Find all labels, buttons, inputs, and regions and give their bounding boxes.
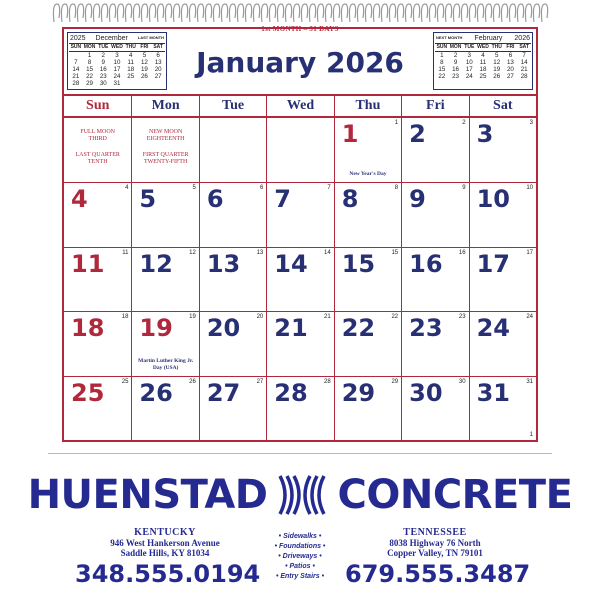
- day-number-small: 31: [526, 378, 533, 385]
- day-cell: [334, 376, 401, 440]
- spiral-loop: [541, 4, 547, 22]
- location-address-line1: 946 West Hankerson Avenue: [110, 538, 220, 548]
- day-number-small: 27: [256, 378, 264, 385]
- day-cell: [469, 311, 536, 375]
- spiral-loop: [301, 4, 307, 22]
- mini-day: 12: [493, 59, 501, 66]
- weekday-thu: Thu: [334, 96, 401, 116]
- spiral-loop: [157, 4, 163, 22]
- mini-day-name: TUE: [98, 44, 109, 50]
- mini-day-name: WED: [111, 44, 123, 50]
- month-caption: 1st MONTH – 31 DAYS: [261, 25, 339, 33]
- day-cell: [131, 118, 198, 182]
- day-number-small: 13: [256, 249, 264, 256]
- spiral-loop: [317, 4, 323, 22]
- spiral-loop: [501, 4, 507, 22]
- mini-day: 16: [452, 66, 459, 73]
- day-number: 16: [409, 249, 443, 278]
- day-number-small: 18: [121, 314, 129, 321]
- mini-day: 24: [465, 73, 473, 80]
- spiral-loop: [389, 4, 395, 22]
- spiral-loop: [69, 4, 75, 22]
- spiral-loop: [93, 4, 99, 22]
- location-address-line2: Copper Valley, TN 79101: [387, 548, 483, 558]
- day-number-small: 17: [526, 249, 533, 256]
- day-number-small: 28: [324, 378, 331, 385]
- mini-next-year: 2026: [514, 34, 530, 42]
- mini-day: 27: [506, 73, 514, 80]
- calendar-page: [62, 27, 538, 442]
- service-item: • Sidewalks •: [278, 533, 322, 540]
- day-number: 15: [341, 249, 376, 278]
- spiral-loop: [269, 4, 275, 22]
- mini-day: 23: [99, 73, 107, 80]
- day-number: 4: [71, 185, 88, 214]
- day-cell: [64, 182, 131, 246]
- day-number-small: 6: [259, 185, 264, 192]
- day-number-small: 24: [526, 314, 533, 321]
- day-number-small: 19: [189, 314, 196, 321]
- mini-day: 15: [438, 66, 446, 73]
- phone-number: 348.555.0194: [75, 560, 261, 588]
- mini-day: 5: [494, 52, 499, 59]
- spiral-loop: [421, 4, 427, 22]
- day-number-small: 12: [189, 249, 196, 256]
- day-grid: [64, 118, 536, 440]
- spiral-loop: [493, 4, 499, 22]
- day-number: 12: [139, 249, 173, 278]
- spiral-loop: [229, 4, 235, 22]
- day-number: 2: [409, 120, 426, 148]
- spiral-loop: [469, 4, 475, 22]
- spiral-loop: [141, 4, 147, 22]
- spiral-loop: [333, 4, 339, 22]
- mini-day: 8: [440, 59, 444, 66]
- phone-number: 679.555.3487: [345, 560, 531, 588]
- mini-day: 9: [453, 59, 458, 66]
- day-cell: [199, 376, 266, 440]
- day-number: 13: [206, 249, 241, 278]
- mini-day-name: MON: [449, 44, 462, 50]
- spiral-loop: [85, 4, 91, 22]
- weekday-sat: Sat: [469, 96, 536, 116]
- mini-prev-month: December: [95, 34, 128, 42]
- day-number-small: 15: [391, 249, 399, 256]
- holiday-note: Martin Luther King Jr. Day (USA): [138, 357, 194, 371]
- day-number: 3: [476, 120, 494, 148]
- mini-day: 10: [113, 59, 121, 66]
- mini-day: 2: [101, 52, 105, 59]
- mini-day: 24: [113, 73, 121, 80]
- spiral-loop: [533, 4, 539, 22]
- mini-day: 21: [520, 66, 528, 73]
- mini-day: 8: [87, 59, 92, 66]
- location-state: TENNESSEE: [403, 527, 467, 538]
- spiral-loop: [309, 4, 315, 22]
- day-number-small: 10: [526, 185, 533, 192]
- day-number: 10: [476, 185, 510, 214]
- day-cell: [469, 182, 536, 246]
- day-number-small: 23: [458, 314, 466, 321]
- mini-day-name: THU: [125, 44, 136, 50]
- mini-day: 26: [140, 73, 148, 80]
- spiral-loop: [365, 4, 371, 22]
- mini-day-name: WED: [477, 44, 489, 50]
- moon-phase-note: NEW MOON EIGHTEENTH: [146, 129, 185, 142]
- day-number: 26: [139, 378, 173, 407]
- day-cell: [401, 247, 468, 311]
- spiral-loop: [197, 4, 203, 22]
- day-number-small: 26: [189, 378, 196, 385]
- spiral-loop: [373, 4, 379, 22]
- day-cell: [266, 118, 333, 182]
- holiday-note: New Year's Day: [349, 171, 387, 178]
- day-cell: [401, 376, 468, 440]
- day-cell: [334, 182, 401, 246]
- mini-day: 28: [520, 73, 528, 80]
- mini-day: 6: [508, 52, 513, 59]
- advertiser-name-right: CONCRETE: [337, 472, 573, 518]
- spiral-loop: [277, 4, 283, 22]
- weekday-mon: Mon: [131, 96, 198, 116]
- mini-day-name: SUN: [70, 44, 82, 50]
- spiral-binding: [50, 0, 550, 24]
- day-number: 24: [476, 314, 510, 343]
- day-number-small: 20: [256, 314, 264, 321]
- location-kentucky: [75, 527, 261, 588]
- weekday-header-row: [64, 94, 536, 118]
- mini-day-name: SAT: [151, 43, 165, 52]
- mini-day: 20: [154, 66, 162, 73]
- services-list: [255, 532, 345, 582]
- mini-day: 7: [522, 52, 526, 59]
- spiral-loop: [261, 4, 267, 22]
- day-cell: [334, 311, 401, 375]
- spiral-loop: [477, 4, 483, 22]
- day-number: 20: [206, 314, 241, 343]
- day-number-small: 21: [324, 314, 331, 321]
- mini-day: [138, 80, 152, 87]
- spiral-loop: [445, 4, 451, 22]
- day-number: 30: [409, 378, 443, 407]
- spiral-loop: [293, 4, 299, 22]
- day-cell: [199, 247, 266, 311]
- weekday-sun: Sun: [86, 98, 110, 113]
- mini-day: 20: [506, 66, 514, 73]
- spiral-loop: [357, 4, 363, 22]
- mini-day-name: SUN: [436, 44, 448, 50]
- spiral-loop: [429, 4, 435, 22]
- mini-day: 14: [520, 59, 528, 66]
- moon-phase-note: FIRST QUARTER TWENTY-FIFTH: [142, 152, 189, 165]
- spiral-loop: [205, 4, 211, 22]
- day-cell: [401, 118, 468, 182]
- mini-day: 14: [72, 66, 80, 73]
- day-cell: [199, 182, 266, 246]
- day-number-small: 29: [391, 378, 399, 385]
- day-number-small: 3: [529, 120, 533, 126]
- day-number: 11: [71, 249, 105, 278]
- day-number-small: 1: [394, 120, 399, 126]
- day-cell: [199, 118, 266, 182]
- day-number-small: 30: [458, 378, 466, 385]
- spiral-loop: [517, 4, 523, 22]
- mini-day: 23: [452, 73, 459, 80]
- moon-phase-note: FULL MOON THIRD: [80, 129, 116, 142]
- spiral-loop: [397, 4, 403, 22]
- day-number-small: 4: [125, 185, 129, 192]
- mini-day: 29: [86, 80, 93, 87]
- day-number: 27: [206, 378, 241, 407]
- spiral-loop: [109, 4, 115, 22]
- spiral-loop: [149, 4, 155, 22]
- day-number-small: 8: [394, 185, 399, 192]
- mini-day: 3: [467, 52, 471, 59]
- mini-day: 17: [113, 66, 121, 73]
- mini-day: 2: [453, 52, 458, 59]
- day-cell: [64, 311, 131, 375]
- day-cell: [131, 182, 198, 246]
- mini-day: 16: [99, 66, 107, 73]
- concentric-arcs-logo-icon: [277, 474, 327, 516]
- location-tennessee: [345, 527, 531, 588]
- day-number: 5: [139, 185, 157, 214]
- mini-day-name: FRI: [138, 43, 152, 52]
- day-cell: [131, 311, 198, 375]
- day-cell: [266, 311, 333, 375]
- spiral-loop: [509, 4, 515, 22]
- spiral-loop: [349, 4, 355, 22]
- day-number: 9: [409, 185, 426, 214]
- day-number-small: 11: [122, 249, 129, 256]
- location-address-line1: 8038 Highway 76 North: [389, 538, 481, 548]
- spiral-loop: [53, 4, 59, 22]
- mini-day: 11: [479, 59, 487, 66]
- mini-day: 31: [113, 80, 121, 87]
- mini-day: 19: [140, 66, 148, 73]
- service-item: • Foundations •: [274, 543, 326, 550]
- day-number: 6: [206, 185, 224, 214]
- day-cell: [401, 311, 468, 375]
- mini-day: 12: [140, 59, 148, 66]
- service-item: • Patios •: [285, 563, 315, 570]
- mini-day: [151, 80, 165, 87]
- day-number: 1: [341, 120, 359, 148]
- spiral-loop: [253, 4, 259, 22]
- mini-day: 4: [481, 52, 485, 59]
- mini-day: 25: [127, 73, 135, 80]
- mini-day: 26: [493, 73, 501, 80]
- spiral-loop: [213, 4, 219, 22]
- spiral-loop: [341, 4, 347, 22]
- day-cell: [131, 247, 198, 311]
- day-number-small: 5: [192, 185, 196, 192]
- mini-day-name: SAT: [517, 43, 531, 52]
- spiral-loop: [413, 4, 419, 22]
- mini-day: 5: [142, 52, 147, 59]
- spiral-loop: [125, 4, 131, 22]
- day-cell: [199, 311, 266, 375]
- spiral-loop: [437, 4, 443, 22]
- mini-day: 28: [72, 80, 80, 87]
- day-number-small: 2: [462, 120, 466, 126]
- spiral-loop: [165, 4, 171, 22]
- weekday-tue: Tue: [199, 96, 266, 116]
- spiral-loop: [461, 4, 467, 22]
- day-cell: [131, 376, 198, 440]
- mini-day: 25: [479, 73, 487, 80]
- mini-next-tag: NEXT MONTH: [436, 35, 463, 40]
- mini-day: 22: [438, 73, 446, 80]
- mini-day: 9: [101, 59, 105, 66]
- spiral-loop: [525, 4, 531, 22]
- day-cell: [401, 182, 468, 246]
- mini-day: 18: [127, 66, 135, 73]
- spiral-loop: [245, 4, 251, 22]
- spiral-loop: [285, 4, 291, 22]
- day-cell: [266, 247, 333, 311]
- mini-day: 27: [154, 73, 162, 80]
- day-cell: [469, 118, 536, 182]
- advertiser-name: [0, 472, 600, 518]
- spiral-loop: [117, 4, 123, 22]
- location-address-line2: Saddle Hills, KY 81034: [120, 548, 210, 558]
- spiral-loop: [181, 4, 187, 22]
- mini-day: 21: [72, 73, 80, 80]
- spiral-loop: [453, 4, 459, 22]
- day-number: 8: [341, 185, 359, 214]
- mini-day: 11: [127, 59, 134, 66]
- spiral-loop: [133, 4, 139, 22]
- day-number: 17: [476, 249, 510, 278]
- day-cell: [266, 376, 333, 440]
- day-number-small: 14: [324, 249, 331, 256]
- day-of-year: 1: [529, 432, 533, 438]
- mini-prev-year: 2025: [70, 34, 86, 42]
- weekday-fri: Fri: [401, 96, 468, 116]
- spiral-loop: [173, 4, 179, 22]
- day-number-small: 25: [121, 378, 129, 385]
- day-number: 19: [139, 314, 173, 343]
- location-state: KENTUCKY: [134, 527, 196, 538]
- day-number: 29: [341, 378, 376, 407]
- day-number: 18: [71, 314, 105, 343]
- day-number-small: 16: [458, 249, 466, 256]
- day-number: 31: [476, 378, 510, 407]
- day-number: 14: [274, 249, 308, 278]
- calendar-header: [64, 25, 536, 94]
- day-number: 21: [274, 314, 308, 343]
- mini-next-grid: [434, 43, 532, 80]
- mini-day-name: TUE: [464, 44, 475, 50]
- mini-prev-tag: LAST MONTH: [137, 35, 164, 40]
- spiral-loop: [381, 4, 387, 22]
- day-number-small: 9: [462, 185, 466, 192]
- spiral-loop: [77, 4, 83, 22]
- day-cell: [469, 376, 536, 440]
- mini-day: 18: [479, 66, 487, 73]
- month-title: January 2026: [196, 46, 404, 79]
- spiral-loop: [221, 4, 227, 22]
- weekday-wed: Wed: [266, 96, 333, 116]
- day-number: 7: [274, 185, 291, 214]
- mini-day: 3: [115, 52, 119, 59]
- spiral-loop: [101, 4, 107, 22]
- day-cell: [469, 247, 536, 311]
- service-item: • Entry Stairs •: [275, 573, 325, 580]
- mini-day: 1: [87, 52, 92, 59]
- day-cell: [334, 118, 401, 182]
- day-number: 22: [341, 314, 376, 343]
- mini-day: 10: [465, 59, 473, 66]
- mini-day: 7: [74, 59, 78, 66]
- spiral-loop: [237, 4, 243, 22]
- mini-day: 17: [465, 66, 473, 73]
- mini-day-name: MON: [83, 44, 96, 50]
- day-number: 25: [71, 378, 105, 407]
- mini-next-month: February: [474, 34, 503, 42]
- mini-day: [124, 80, 138, 87]
- mini-day: 13: [506, 59, 514, 66]
- day-cell: [64, 118, 131, 182]
- mini-day: 19: [493, 66, 501, 73]
- advertiser-name-left: HUENSTAD: [27, 472, 268, 518]
- day-cell: [334, 247, 401, 311]
- divider: [48, 453, 552, 454]
- day-number: 23: [409, 314, 443, 343]
- day-cell: [266, 182, 333, 246]
- day-cell: [64, 376, 131, 440]
- day-number-small: 7: [327, 185, 331, 192]
- spiral-loop: [189, 4, 195, 22]
- mini-day: 15: [86, 66, 93, 73]
- spiral-loop: [325, 4, 331, 22]
- mini-day: 6: [156, 52, 160, 59]
- mini-day: 22: [86, 73, 93, 80]
- spiral-loop: [405, 4, 411, 22]
- moon-phase-note: LAST QUARTER TENTH: [75, 152, 120, 165]
- mini-day: 4: [128, 52, 133, 59]
- day-number-small: 22: [391, 314, 399, 321]
- mini-calendar-next-month: [433, 32, 533, 90]
- mini-day: 1: [440, 52, 444, 59]
- mini-day: 30: [99, 80, 107, 87]
- mini-day-name: FRI: [504, 43, 518, 52]
- spiral-loop: [485, 4, 491, 22]
- service-item: • Driveways •: [278, 553, 322, 560]
- spiral-loop: [61, 4, 67, 22]
- day-number: 28: [274, 378, 308, 407]
- day-cell: [64, 247, 131, 311]
- mini-day: 13: [154, 59, 162, 66]
- mini-day-name: THU: [491, 44, 502, 50]
